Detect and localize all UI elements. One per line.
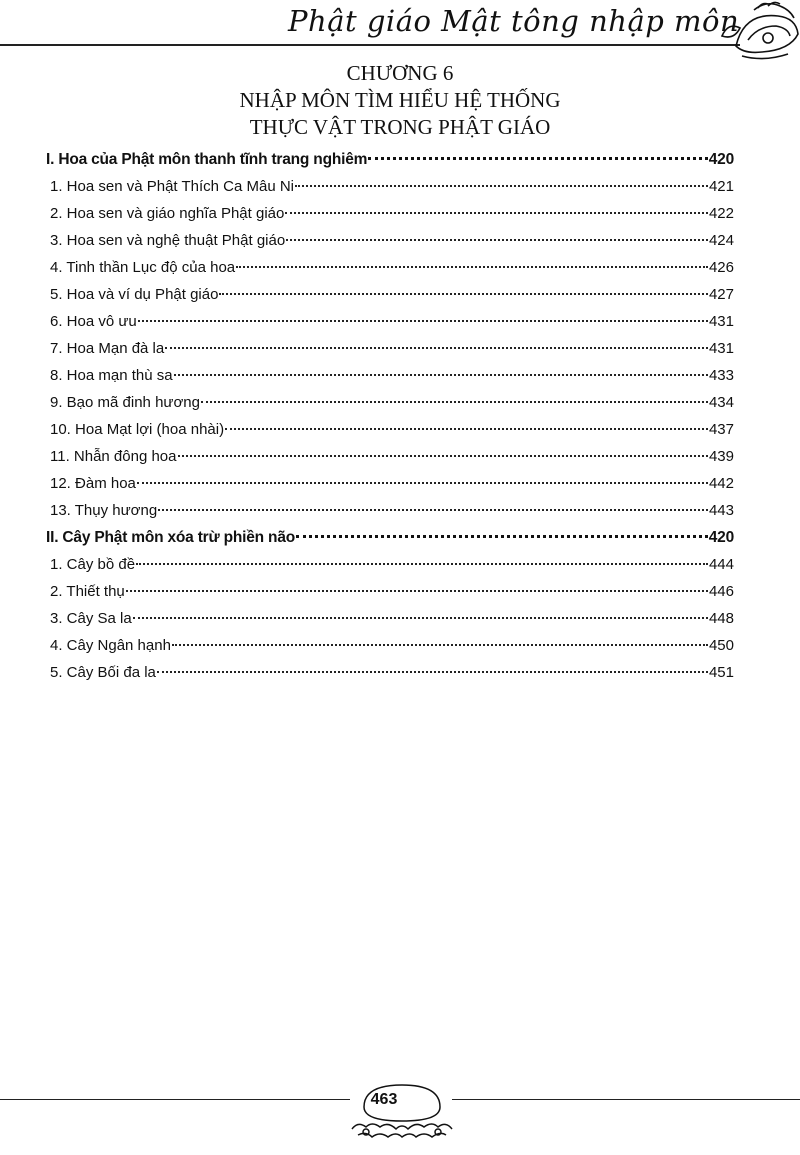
toc-entry[interactable] — [46, 389, 734, 416]
toc-entry[interactable] — [46, 443, 734, 470]
toc-page-number: 421 — [708, 178, 734, 195]
toc-entry[interactable] — [46, 362, 734, 389]
toc-page-number: 420 — [708, 151, 734, 168]
toc-entry-label: 2. Thiết thụ — [50, 583, 125, 600]
toc-entry[interactable] — [46, 254, 734, 281]
toc-entry-label: 8. Hoa mạn thù sa — [50, 367, 173, 384]
header-rule — [0, 44, 740, 46]
toc-page-number: 444 — [708, 556, 734, 573]
toc-entry-label: 5. Hoa và ví dụ Phật giáo — [50, 286, 219, 303]
dot-leader — [285, 212, 708, 214]
toc-entry-label: 13. Thụy hương — [50, 502, 158, 519]
toc-entry-label: 1. Cây bồ đề — [50, 556, 136, 573]
toc-entry-label: 5. Cây Bối đa la — [50, 664, 156, 681]
toc-entry-label: 9. Bạo mã đinh hương — [50, 394, 200, 411]
dot-leader — [295, 185, 708, 187]
toc-entry[interactable] — [46, 308, 734, 335]
toc-page-number: 446 — [708, 583, 734, 600]
toc-entry[interactable] — [46, 632, 734, 659]
dot-leader — [133, 617, 708, 619]
toc-entry[interactable] — [46, 173, 734, 200]
cloud-scroll-ornament-icon — [336, 1077, 468, 1143]
toc-entry[interactable] — [46, 497, 734, 524]
toc-page-number: 439 — [708, 448, 734, 465]
lotus-ornament-icon — [718, 0, 800, 62]
toc-section[interactable] — [46, 524, 734, 551]
dot-leader — [165, 347, 708, 349]
toc-entry[interactable] — [46, 416, 734, 443]
toc-section[interactable] — [46, 146, 734, 173]
toc-section-label: II. Cây Phật môn xóa trừ phiền não — [46, 529, 296, 546]
toc-entry-label: 1. Hoa sen và Phật Thích Ca Mâu Ni — [50, 178, 295, 195]
dot-leader — [296, 535, 708, 538]
toc-entry-label: 4. Tinh thần Lục độ của hoa — [50, 259, 236, 276]
toc-entry-label: 6. Hoa vô ưu — [50, 313, 137, 330]
toc-page-number: 426 — [708, 259, 734, 276]
page-header — [0, 0, 800, 60]
toc-page-number: 431 — [708, 313, 734, 330]
dot-leader — [172, 644, 708, 646]
dot-leader — [137, 482, 708, 484]
toc-page-number: 424 — [708, 232, 734, 249]
toc-entry[interactable] — [46, 281, 734, 308]
dot-leader — [219, 293, 708, 295]
dot-leader — [225, 428, 708, 430]
dot-leader — [158, 509, 708, 511]
toc-page-number: 443 — [708, 502, 734, 519]
toc-page-number: 442 — [708, 475, 734, 492]
toc-page-number: 434 — [708, 394, 734, 411]
toc-entry[interactable] — [46, 659, 734, 686]
dot-leader — [178, 455, 708, 457]
toc-entry-label: 7. Hoa Mạn đà la — [50, 340, 165, 357]
toc-entry[interactable] — [46, 227, 734, 254]
toc-section-label: I. Hoa của Phật môn thanh tĩnh trang nghiêm — [46, 151, 368, 168]
toc-entry-label: 3. Cây Sa la — [50, 610, 132, 627]
toc-entry[interactable] — [46, 551, 734, 578]
dot-leader — [138, 320, 708, 322]
toc-entry-label: 12. Đàm hoa — [50, 475, 136, 492]
dot-leader — [201, 401, 708, 403]
toc-page-number: 437 — [708, 421, 734, 438]
dot-leader — [136, 563, 708, 565]
toc-entry[interactable] — [46, 470, 734, 497]
toc-entry-label: 4. Cây Ngân hạnh — [50, 637, 171, 654]
toc-page-number: 448 — [708, 610, 734, 627]
toc-entry[interactable] — [46, 335, 734, 362]
toc-entry-label: 2. Hoa sen và giáo nghĩa Phật giáo — [50, 205, 285, 222]
toc-entry-label: 3. Hoa sen và nghệ thuật Phật giáo — [50, 232, 286, 249]
toc-page-number: 450 — [708, 637, 734, 654]
toc-entry[interactable] — [46, 200, 734, 227]
toc-entry-label: 11. Nhẫn đông hoa — [50, 448, 177, 465]
toc-page-number: 422 — [708, 205, 734, 222]
dot-leader — [157, 671, 708, 673]
toc-page-number: 420 — [708, 529, 734, 546]
dot-leader — [236, 266, 708, 268]
dot-leader — [368, 157, 708, 160]
toc-page-number: 451 — [708, 664, 734, 681]
toc-entry-label: 10. Hoa Mạt lợi (hoa nhài) — [50, 421, 225, 438]
chapter-heading — [0, 60, 800, 141]
page-number: 463 — [370, 1091, 398, 1108]
chapter-label: CHƯƠNG 6 — [346, 61, 454, 85]
toc-entry[interactable] — [46, 605, 734, 632]
chapter-title-line-2: THỰC VẬT TRONG PHẬT GIÁO — [249, 115, 551, 139]
dot-leader — [174, 374, 708, 376]
toc-page-number: 433 — [708, 367, 734, 384]
toc-entry[interactable] — [46, 578, 734, 605]
footer-rule-right — [452, 1099, 800, 1100]
running-title: Phật giáo Mật tông nhập môn — [282, 4, 745, 38]
chapter-title-line-1: NHẬP MÔN TÌM HIỂU HỆ THỐNG — [239, 88, 561, 112]
table-of-contents — [46, 146, 734, 686]
toc-page-number: 431 — [708, 340, 734, 357]
dot-leader — [286, 239, 708, 241]
dot-leader — [126, 590, 708, 592]
footer-rule-left — [0, 1099, 350, 1100]
toc-page-number: 427 — [708, 286, 734, 303]
